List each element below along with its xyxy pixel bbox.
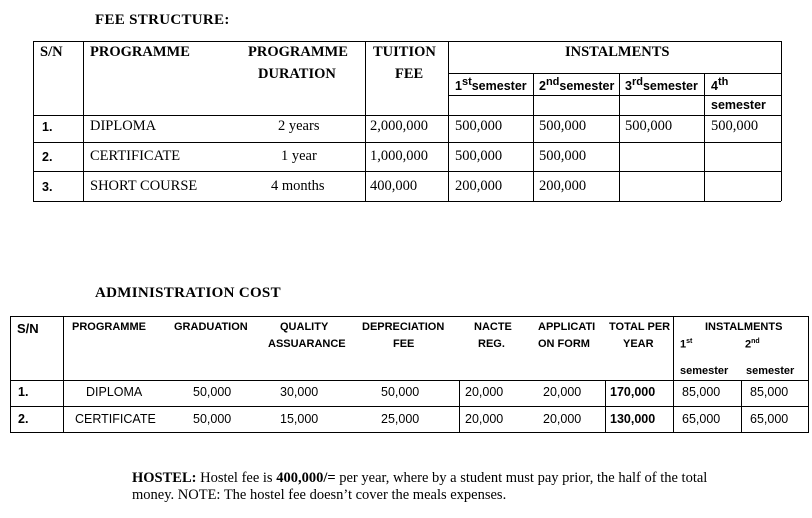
col-header-total-line1: TOTAL PER: [609, 321, 671, 333]
row-instalment-2: 65,000: [750, 412, 789, 426]
col-header-instalments: INSTALMENTS: [565, 44, 670, 60]
row-nacte: 20,000: [465, 412, 504, 426]
row-instalment-2: 85,000: [750, 385, 789, 399]
col-header-semester-4: 4th: [711, 76, 729, 94]
col-header-semester-2: 2ndsemester: [539, 76, 615, 94]
administration-cost-title: ADMINISTRATION COST: [95, 285, 281, 301]
col-header-sn: S/N: [17, 321, 39, 336]
col-header-programme: PROGRAMME: [90, 44, 190, 60]
col-header-instalment-1-word: semester: [680, 365, 729, 377]
row-sn: 3.: [42, 180, 53, 194]
col-header-semester-4-word: semester: [711, 98, 766, 112]
row-programme: DIPLOMA: [86, 385, 143, 399]
row-sn: 1.: [18, 385, 29, 399]
row-programme: CERTIFICATE: [90, 148, 181, 164]
row-tuition: 2,000,000: [370, 118, 428, 134]
col-header-nacte-line1: NACTE: [474, 321, 512, 333]
col-header-sn: S/N: [40, 44, 63, 60]
row-duration: 2 years: [278, 118, 320, 134]
row-programme: SHORT COURSE: [90, 178, 198, 194]
row-sem1: 500,000: [455, 148, 503, 164]
col-header-duration-line2: DURATION: [258, 66, 336, 82]
col-header-tuition-line2: FEE: [395, 66, 424, 82]
fee-structure-title: FEE STRUCTURE:: [95, 12, 230, 28]
col-header-depreciation-line2: FEE: [393, 338, 415, 350]
col-header-nacte-line2: REG.: [478, 338, 505, 350]
row-application: 20,000: [543, 412, 582, 426]
col-header-duration-line1: PROGRAMME: [248, 44, 348, 60]
row-sem1: 200,000: [455, 178, 503, 194]
col-header-instalments: INSTALMENTS: [705, 321, 783, 333]
row-tuition: 1,000,000: [370, 148, 428, 164]
row-total: 170,000: [610, 385, 656, 399]
row-sem2: 500,000: [539, 148, 587, 164]
hostel-note: HOSTEL: Hostel fee is 400,000/= per year, where by a student must pay prior, the half of the total money. NOTE: The hostel fee doesn’t cover the meals expenses.: [132, 470, 708, 503]
row-instalment-1: 85,000: [682, 385, 721, 399]
row-quality: 30,000: [280, 385, 319, 399]
row-programme: CERTIFICATE: [75, 412, 156, 426]
col-header-depreciation-line1: DEPRECIATION: [362, 321, 445, 333]
row-sem1: 500,000: [455, 118, 503, 134]
row-graduation: 50,000: [193, 412, 232, 426]
row-nacte: 20,000: [465, 385, 504, 399]
row-depreciation: 50,000: [381, 385, 420, 399]
col-header-graduation: GRADUATION: [174, 321, 248, 333]
row-sn: 2.: [18, 412, 29, 426]
col-header-application-line1: APPLICATI: [538, 321, 596, 333]
row-application: 20,000: [543, 385, 582, 399]
col-header-quality-line1: QUALITY: [280, 321, 329, 333]
col-header-instalment-2: 2nd: [745, 338, 760, 351]
col-header-instalment-2-word: semester: [746, 365, 795, 377]
row-sn: 1.: [42, 120, 53, 134]
row-sem2: 200,000: [539, 178, 587, 194]
row-depreciation: 25,000: [381, 412, 420, 426]
col-header-programme: PROGRAMME: [72, 321, 146, 333]
row-quality: 15,000: [280, 412, 319, 426]
row-tuition: 400,000: [370, 178, 418, 194]
col-header-application-line2: ON FORM: [538, 338, 590, 350]
col-header-semester-1: 1stsemester: [455, 76, 527, 94]
row-total: 130,000: [610, 412, 656, 426]
row-sem3: 500,000: [625, 118, 673, 134]
row-duration: 4 months: [271, 178, 325, 194]
col-header-semester-3: 3rdsemester: [625, 76, 698, 94]
col-header-total-line2: YEAR: [623, 338, 654, 350]
col-header-tuition-line1: TUITION: [373, 44, 436, 60]
col-header-instalment-1: 1st: [680, 338, 693, 351]
hostel-amount: 400,000/=: [276, 470, 336, 486]
row-sem4: 500,000: [711, 118, 759, 134]
hostel-label: HOSTEL:: [132, 470, 197, 486]
row-sem2: 500,000: [539, 118, 587, 134]
col-header-quality-line2: ASSUARANCE: [268, 338, 346, 350]
row-instalment-1: 65,000: [682, 412, 721, 426]
row-graduation: 50,000: [193, 385, 232, 399]
row-programme: DIPLOMA: [90, 118, 157, 134]
row-duration: 1 year: [281, 148, 317, 164]
row-sn: 2.: [42, 150, 53, 164]
